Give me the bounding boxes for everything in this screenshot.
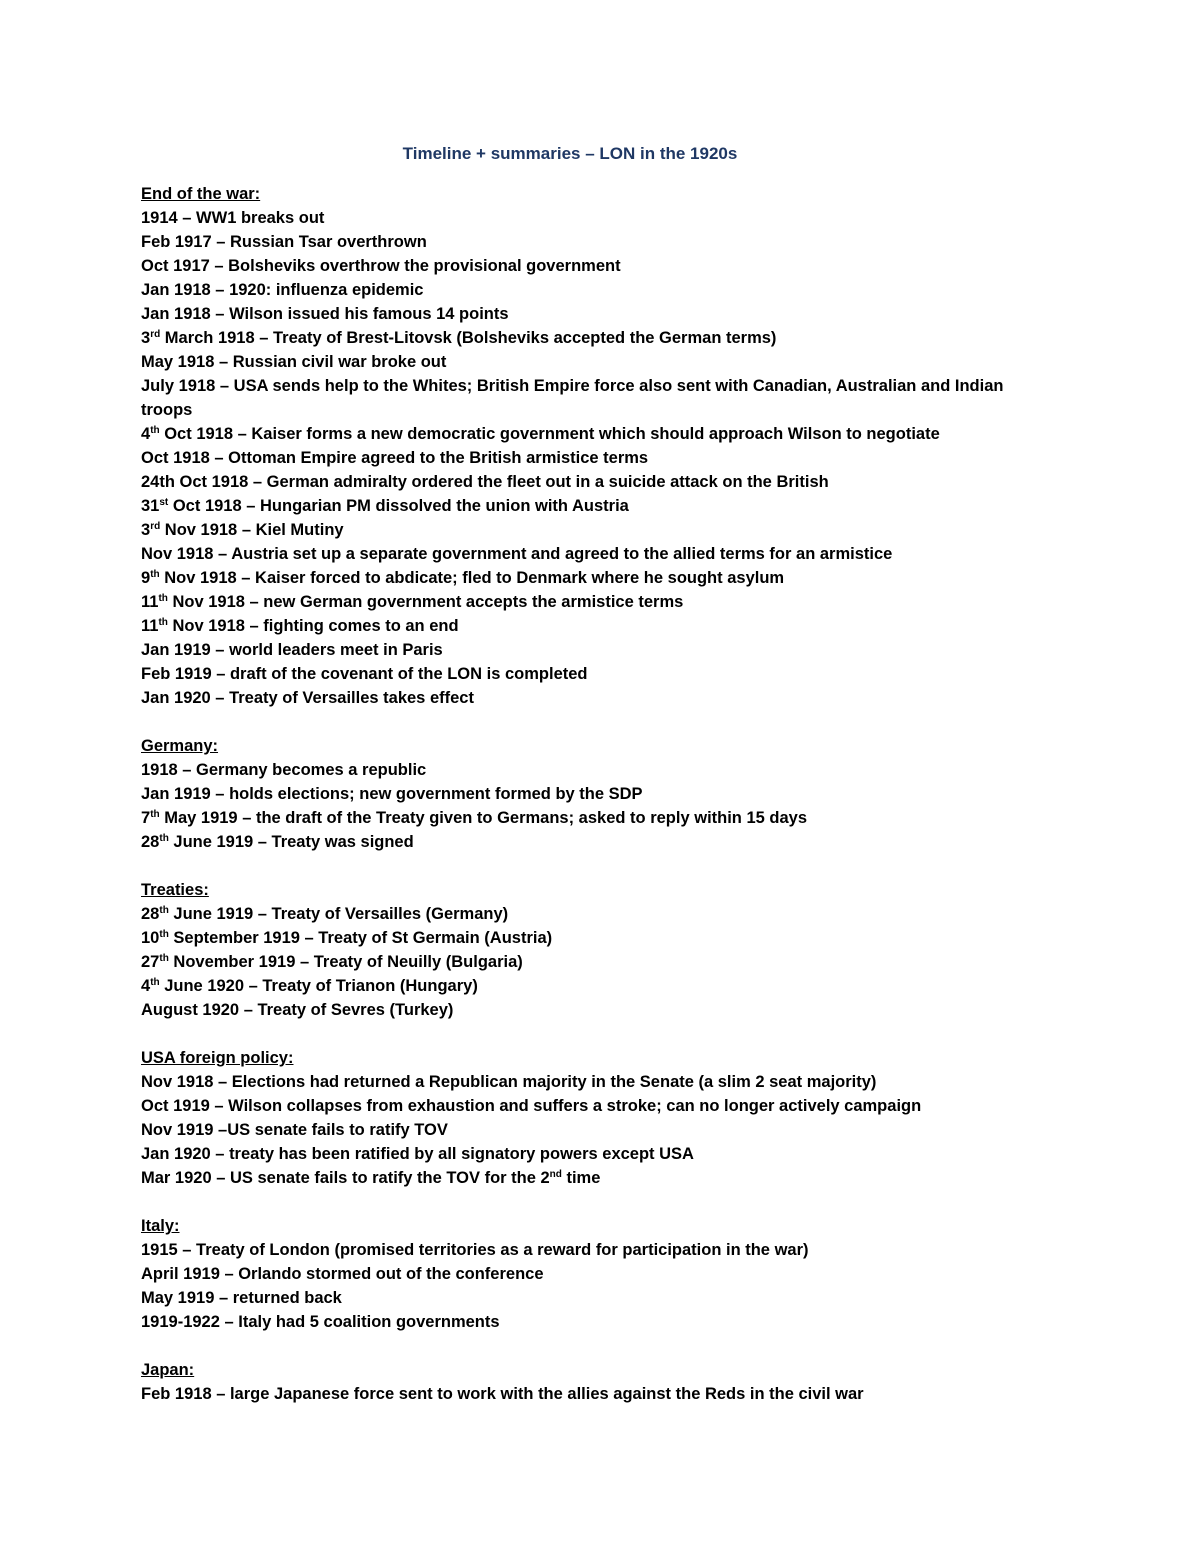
timeline-entry xyxy=(141,830,1041,854)
timeline-section xyxy=(141,1214,1041,1334)
document-body xyxy=(141,182,1041,1406)
timeline-entry xyxy=(141,638,1041,662)
entry-text: Oct 1917 – Bolsheviks overthrow the provisional government xyxy=(141,257,621,275)
entry-list xyxy=(141,206,1041,710)
timeline-entry xyxy=(141,206,1041,230)
entry-text: 10 xyxy=(141,929,160,947)
timeline-section xyxy=(141,1046,1041,1190)
ordinal-suffix: th xyxy=(159,953,169,964)
timeline-entry xyxy=(141,1142,1041,1166)
entry-text: 9 xyxy=(141,569,151,587)
timeline-entry xyxy=(141,1070,1041,1094)
entry-list xyxy=(141,1070,1041,1190)
timeline-entry xyxy=(141,326,1041,350)
timeline-entry xyxy=(141,350,1041,374)
entry-list xyxy=(141,1238,1041,1334)
ordinal-suffix: th xyxy=(159,929,169,940)
ordinal-suffix: th xyxy=(150,425,160,436)
entry-text-rest: November 1919 – Treaty of Neuilly (Bulgaria) xyxy=(168,953,523,971)
entry-text: Jan 1918 – 1920: influenza epidemic xyxy=(141,281,424,299)
timeline-entry xyxy=(141,806,1041,830)
entry-text: July 1918 – USA sends help to the Whites; British Empire force also sent with Canadian, Australian and Indian troops xyxy=(141,377,1009,419)
ordinal-suffix: th xyxy=(158,617,168,628)
timeline-entry xyxy=(141,254,1041,278)
entry-text-rest: May 1919 – the draft of the Treaty given to Germans; asked to reply within 15 days xyxy=(159,809,808,827)
timeline-entry xyxy=(141,1382,1041,1406)
timeline-entry xyxy=(141,374,1041,422)
entry-text-rest: time xyxy=(561,1169,601,1187)
entry-text: April 1919 – Orlando stormed out of the conference xyxy=(141,1265,544,1283)
timeline-section xyxy=(141,1358,1041,1406)
ordinal-suffix: th xyxy=(150,977,160,988)
timeline-entry xyxy=(141,1310,1041,1334)
document-title: Timeline + summaries – LON in the 1920s xyxy=(402,144,738,163)
ordinal-suffix: rd xyxy=(150,521,161,532)
timeline-entry xyxy=(141,590,1041,614)
entry-text-rest: June 1920 – Treaty of Trianon (Hungary) xyxy=(159,977,478,995)
entry-list xyxy=(141,1382,1041,1406)
entry-text-rest: March 1918 – Treaty of Brest-Litovsk (Bolsheviks accepted the German terms) xyxy=(160,329,777,347)
entry-text: 3 xyxy=(141,521,151,539)
timeline-entry xyxy=(141,542,1041,566)
document-page xyxy=(141,142,1041,1406)
entry-text-rest: Oct 1918 – Hungarian PM dissolved the union with Austria xyxy=(168,497,629,515)
section-heading: Treaties: xyxy=(141,881,209,899)
timeline-entry xyxy=(141,518,1041,542)
entry-text: May 1918 – Russian civil war broke out xyxy=(141,353,447,371)
ordinal-suffix: th xyxy=(159,833,169,844)
timeline-entry xyxy=(141,302,1041,326)
entry-list xyxy=(141,758,1041,854)
timeline-entry xyxy=(141,974,1041,998)
timeline-entry xyxy=(141,1238,1041,1262)
timeline-entry xyxy=(141,998,1041,1022)
entry-text: Feb 1917 – Russian Tsar overthrown xyxy=(141,233,427,251)
entry-text: 4 xyxy=(141,425,151,443)
timeline-section xyxy=(141,734,1041,854)
entry-text-rest: Oct 1918 – Kaiser forms a new democratic government which should approach Wilson to negotiate xyxy=(159,425,940,443)
entry-text-rest: Nov 1918 – fighting comes to an end xyxy=(167,617,459,635)
ordinal-suffix: th xyxy=(150,809,160,820)
timeline-entry xyxy=(141,278,1041,302)
timeline-entry xyxy=(141,686,1041,710)
ordinal-suffix: th xyxy=(150,569,160,580)
timeline-entry xyxy=(141,494,1041,518)
timeline-entry xyxy=(141,566,1041,590)
timeline-entry xyxy=(141,230,1041,254)
timeline-entry xyxy=(141,1286,1041,1310)
entry-text: 4 xyxy=(141,977,151,995)
entry-text: 11 xyxy=(141,617,159,635)
section-heading: Germany: xyxy=(141,737,219,755)
entry-text: 3 xyxy=(141,329,151,347)
timeline-entry xyxy=(141,1166,1041,1190)
ordinal-suffix: th xyxy=(159,905,169,916)
timeline-entry xyxy=(141,902,1041,926)
timeline-entry xyxy=(141,950,1041,974)
entry-text: Oct 1918 – Ottoman Empire agreed to the British armistice terms xyxy=(141,449,649,467)
timeline-entry xyxy=(141,446,1041,470)
entry-text: Nov 1918 – Austria set up a separate government and agreed to the allied terms for an armistice xyxy=(141,545,893,563)
entry-text-rest: Nov 1918 – new German government accepts the armistice terms xyxy=(167,593,684,611)
ordinal-suffix: th xyxy=(158,593,168,604)
section-heading: Italy: xyxy=(141,1217,180,1235)
ordinal-suffix: nd xyxy=(549,1169,562,1180)
timeline-entry xyxy=(141,614,1041,638)
ordinal-suffix: st xyxy=(159,497,169,508)
entry-text: 31 xyxy=(141,497,160,515)
entry-text: Nov 1919 –US senate fails to ratify TOV xyxy=(141,1121,448,1139)
timeline-entry xyxy=(141,1094,1041,1118)
entry-text-rest: Nov 1918 – Kiel Mutiny xyxy=(160,521,344,539)
timeline-entry xyxy=(141,1262,1041,1286)
section-heading: USA foreign policy: xyxy=(141,1049,294,1067)
entry-text-rest: Nov 1918 – Kaiser forced to abdicate; fled to Denmark where he sought asylum xyxy=(159,569,785,587)
entry-text: 24th Oct 1918 – German admiralty ordered the fleet out in a suicide attack on the British xyxy=(141,473,829,491)
entry-text: Jan 1920 – treaty has been ratified by all signatory powers except USA xyxy=(141,1145,694,1163)
timeline-section xyxy=(141,182,1041,710)
timeline-entry xyxy=(141,422,1041,446)
entry-text: 1919-1922 – Italy had 5 coalition governments xyxy=(141,1313,500,1331)
timeline-entry xyxy=(141,758,1041,782)
entry-text: Nov 1918 – Elections had returned a Republican majority in the Senate (a slim 2 seat majority) xyxy=(141,1073,877,1091)
timeline-entry xyxy=(141,926,1041,950)
entry-text: Mar 1920 – US senate fails to ratify the TOV for the 2 xyxy=(141,1169,550,1187)
section-heading: End of the war: xyxy=(141,185,261,203)
entry-list xyxy=(141,902,1041,1022)
entry-text-rest: June 1919 – Treaty was signed xyxy=(168,833,414,851)
entry-text: Jan 1919 – holds elections; new government formed by the SDP xyxy=(141,785,643,803)
entry-text: Jan 1919 – world leaders meet in Paris xyxy=(141,641,443,659)
entry-text: 1918 – Germany becomes a republic xyxy=(141,761,427,779)
entry-text: Oct 1919 – Wilson collapses from exhaustion and suffers a stroke; can no longer actively campaign xyxy=(141,1097,922,1115)
timeline-entry xyxy=(141,662,1041,686)
entry-text: 27 xyxy=(141,953,160,971)
timeline-section xyxy=(141,878,1041,1022)
entry-text: Jan 1920 – Treaty of Versailles takes effect xyxy=(141,689,474,707)
timeline-entry xyxy=(141,782,1041,806)
ordinal-suffix: rd xyxy=(150,329,161,340)
entry-text: Jan 1918 – Wilson issued his famous 14 points xyxy=(141,305,509,323)
entry-text: 28 xyxy=(141,905,160,923)
entry-text: August 1920 – Treaty of Sevres (Turkey) xyxy=(141,1001,454,1019)
entry-text: May 1919 – returned back xyxy=(141,1289,342,1307)
entry-text: Feb 1919 – draft of the covenant of the LON is completed xyxy=(141,665,588,683)
entry-text: 28 xyxy=(141,833,160,851)
entry-text: 1914 – WW1 breaks out xyxy=(141,209,325,227)
entry-text: 7 xyxy=(141,809,151,827)
section-heading: Japan: xyxy=(141,1361,195,1379)
entry-text-rest: June 1919 – Treaty of Versailles (Germany) xyxy=(168,905,509,923)
entry-text: 11 xyxy=(141,593,159,611)
entry-text-rest: September 1919 – Treaty of St Germain (Austria) xyxy=(168,929,553,947)
timeline-entry xyxy=(141,470,1041,494)
entry-text: 1915 – Treaty of London (promised territories as a reward for participation in the war) xyxy=(141,1241,809,1259)
timeline-entry xyxy=(141,1118,1041,1142)
entry-text: Feb 1918 – large Japanese force sent to work with the allies against the Reds in the civil war xyxy=(141,1385,864,1403)
